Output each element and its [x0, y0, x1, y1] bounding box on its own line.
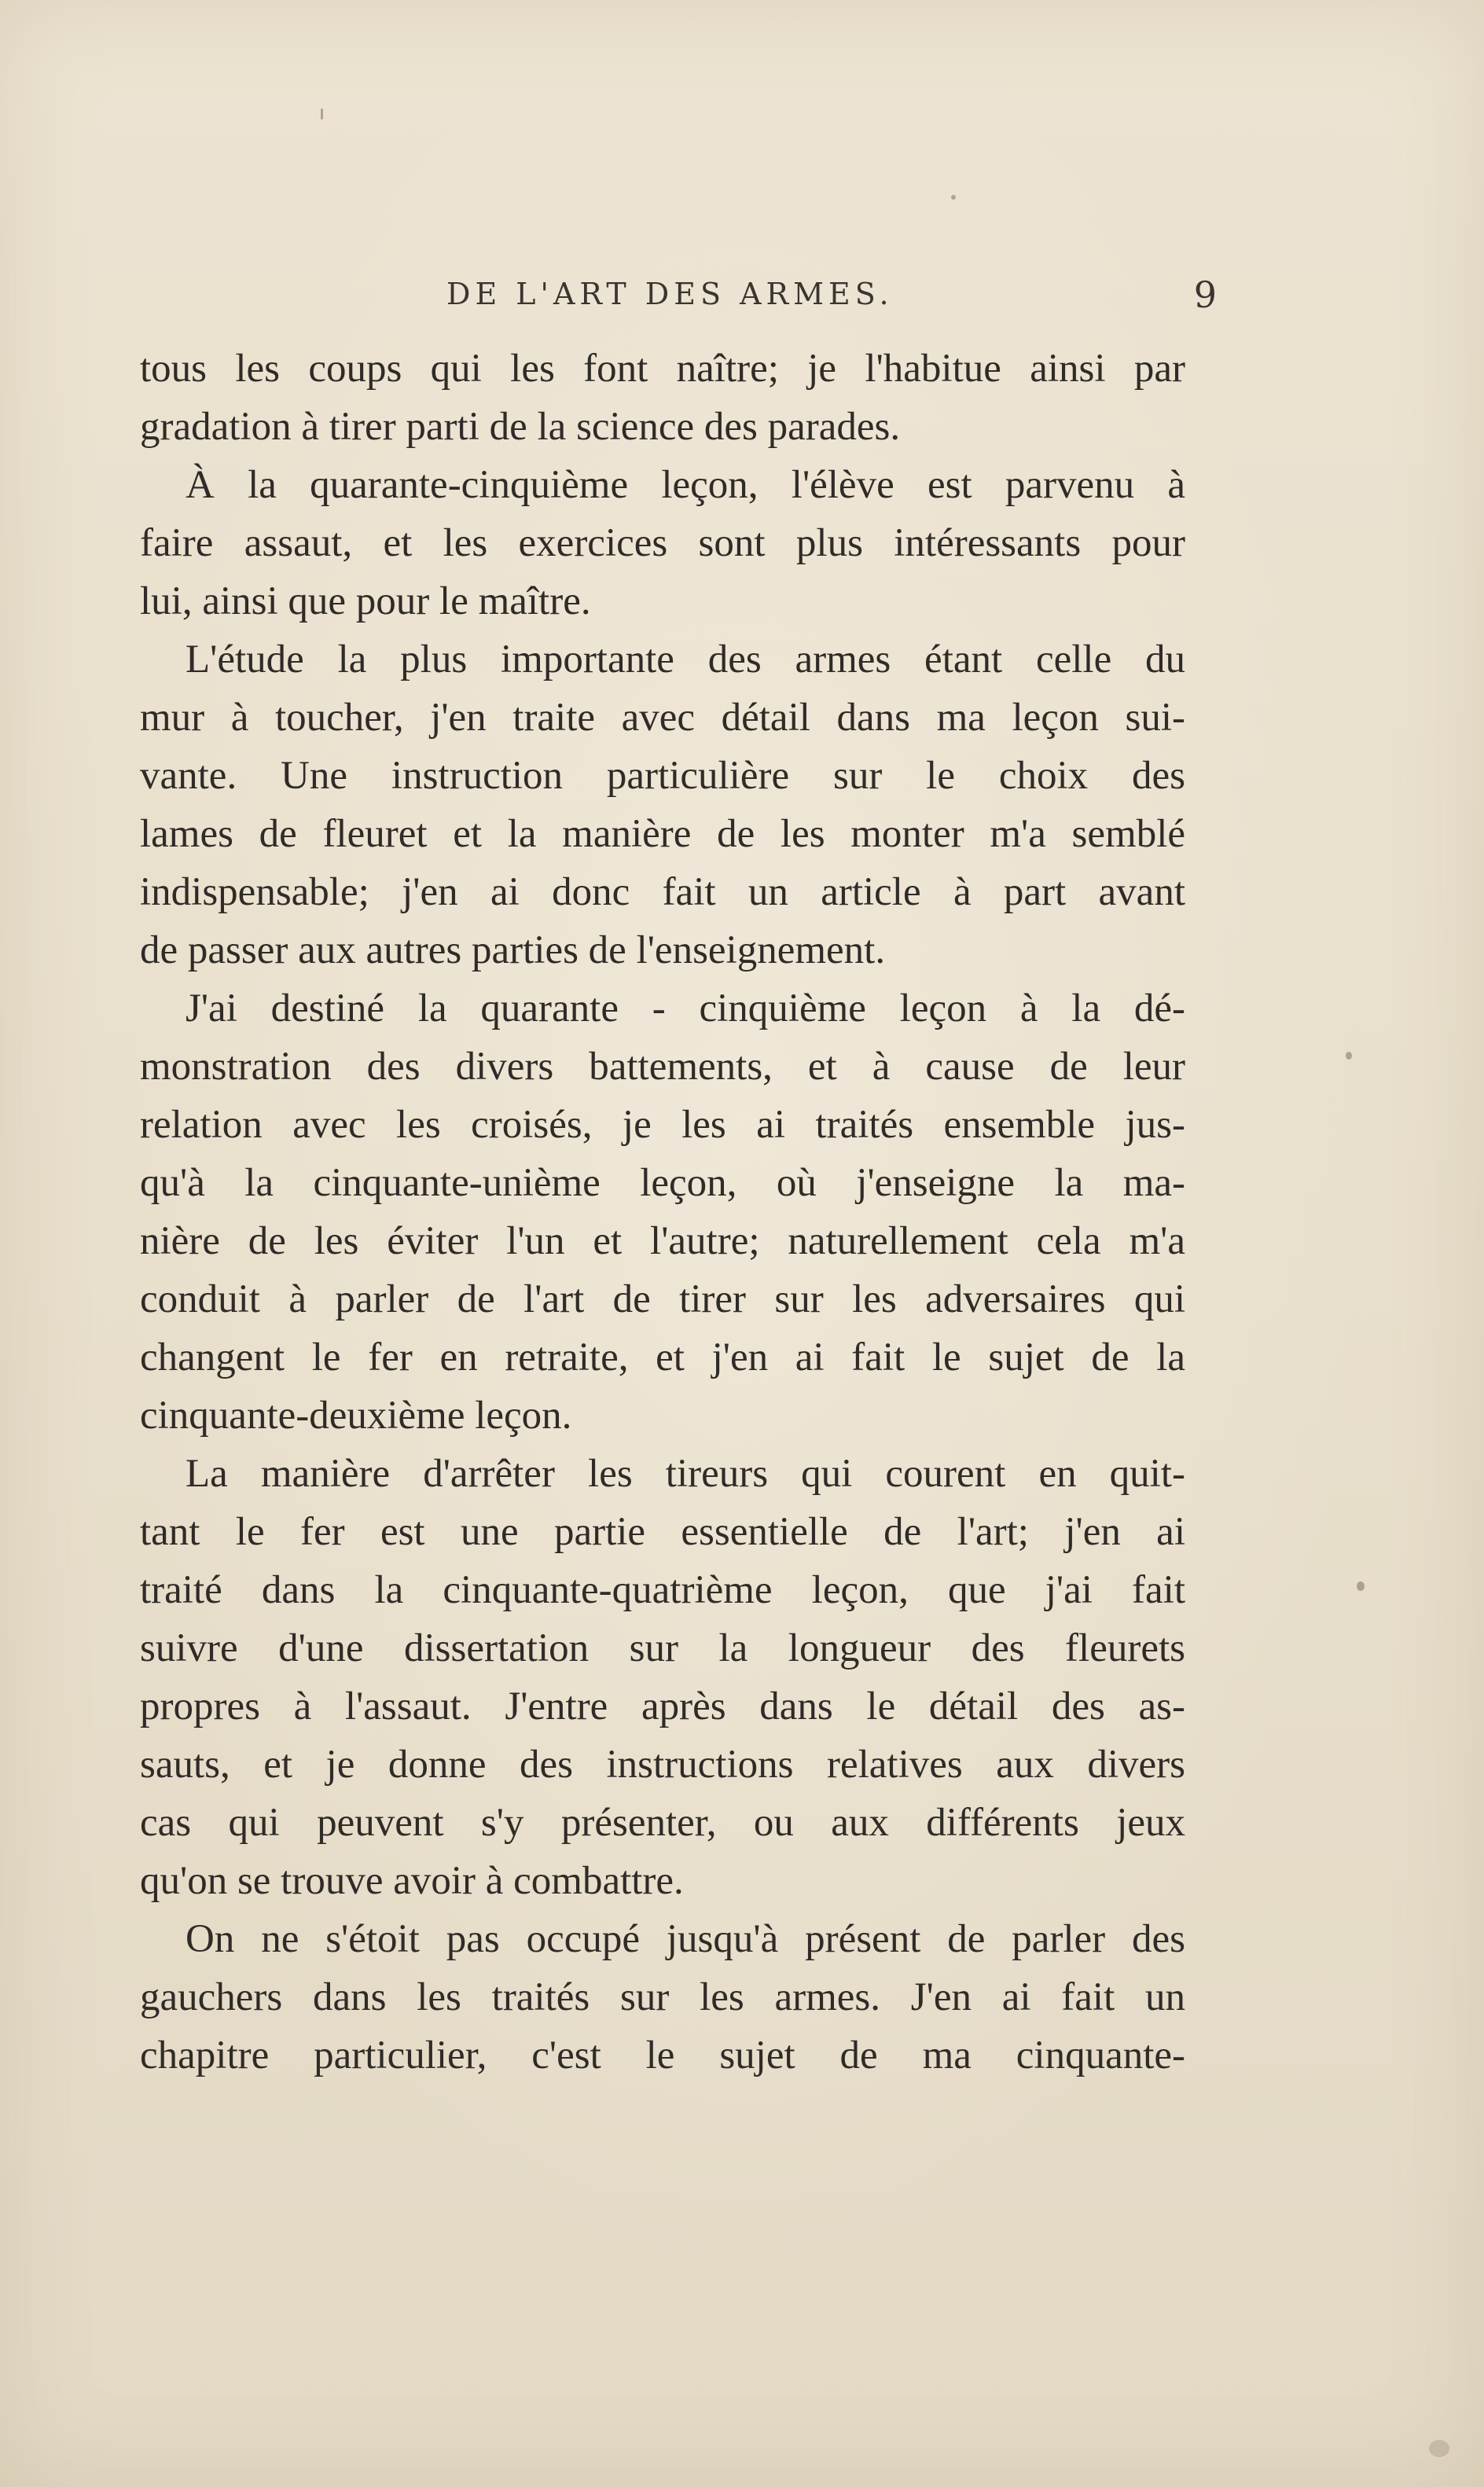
text-line: indispensable; j'en ai donc fait un article à part avant — [140, 870, 1185, 914]
text-line: lui, ainsi que pour le maître. — [140, 579, 591, 623]
text-line: chapitre particulier, c'est le sujet de ma cinquante- — [140, 2033, 1185, 2077]
text-line: J'ai destiné la quarante - cinquième leçon à la dé- — [186, 986, 1185, 1030]
text-line: cas qui peuvent s'y présenter, ou aux différents jeux — [140, 1801, 1185, 1845]
text-line: lames de fleuret et la manière de les monter m'a semblé — [140, 812, 1185, 856]
text-line: de passer aux autres parties de l'enseignement. — [140, 928, 886, 972]
paper-speck — [1357, 1581, 1365, 1591]
page-header — [446, 274, 1217, 324]
text-line: conduit à parler de l'art de tirer sur les adversaires qui — [140, 1277, 1185, 1321]
text-line: tous les coups qui les font naître; je l'habitue ainsi par — [140, 347, 1185, 391]
text-line: monstration des divers battements, et à cause de leur — [140, 1045, 1185, 1089]
paper-speck — [1346, 1052, 1352, 1060]
text-line: cinquante-deuxième leçon. — [140, 1394, 572, 1438]
text-line: faire assaut, et les exercices sont plus intéressants pour — [140, 521, 1185, 565]
paper-stain — [1429, 2440, 1449, 2457]
paper-speck — [951, 195, 956, 200]
text-line: On ne s'étoit pas occupé jusqu'à présent de parler des — [186, 1917, 1185, 1961]
text-line: gradation à tirer parti de la science des parades. — [140, 405, 901, 449]
text-line: qu'on se trouve avoir à combattre. — [140, 1859, 684, 1903]
text-line: mur à toucher, j'en traite avec détail dans ma leçon sui- — [140, 696, 1185, 740]
text-line: sauts, et je donne des instructions relatives aux divers — [140, 1743, 1185, 1787]
text-line: qu'à la cinquante-unième leçon, où j'enseigne la ma- — [140, 1161, 1185, 1205]
text-line: relation avec les croisés, je les ai traités ensemble jus- — [140, 1103, 1185, 1147]
text-line: gauchers dans les traités sur les armes. J'en ai fait un — [140, 1975, 1185, 2019]
running-title: DE L'ART DES ARMES. — [446, 277, 894, 311]
text-line: traité dans la cinquante-quatrième leçon, que j'ai fait — [140, 1568, 1185, 1612]
text-line: À la quarante-cinquième leçon, l'élève est parvenu à — [186, 463, 1185, 507]
text-line: La manière d'arrêter les tireurs qui courent en quit- — [186, 1452, 1185, 1496]
text-line: suivre d'une dissertation sur la longueur des fleurets — [140, 1626, 1185, 1670]
paper-speck — [321, 108, 323, 119]
text-line: propres à l'assaut. J'entre après dans le détail des as- — [140, 1684, 1185, 1728]
body-text — [140, 340, 1185, 2085]
text-line: L'étude la plus importante des armes étant celle du — [186, 637, 1185, 681]
text-line: nière de les éviter l'un et l'autre; naturellement cela m'a — [140, 1219, 1185, 1263]
text-line: changent le fer en retraite, et j'en ai fait le sujet de la — [140, 1335, 1185, 1379]
text-line: vante. Une instruction particulière sur le choix des — [140, 754, 1185, 798]
page-number: 9 — [1193, 274, 1217, 316]
text-line: tant le fer est une partie essentielle de l'art; j'en ai — [140, 1510, 1185, 1554]
